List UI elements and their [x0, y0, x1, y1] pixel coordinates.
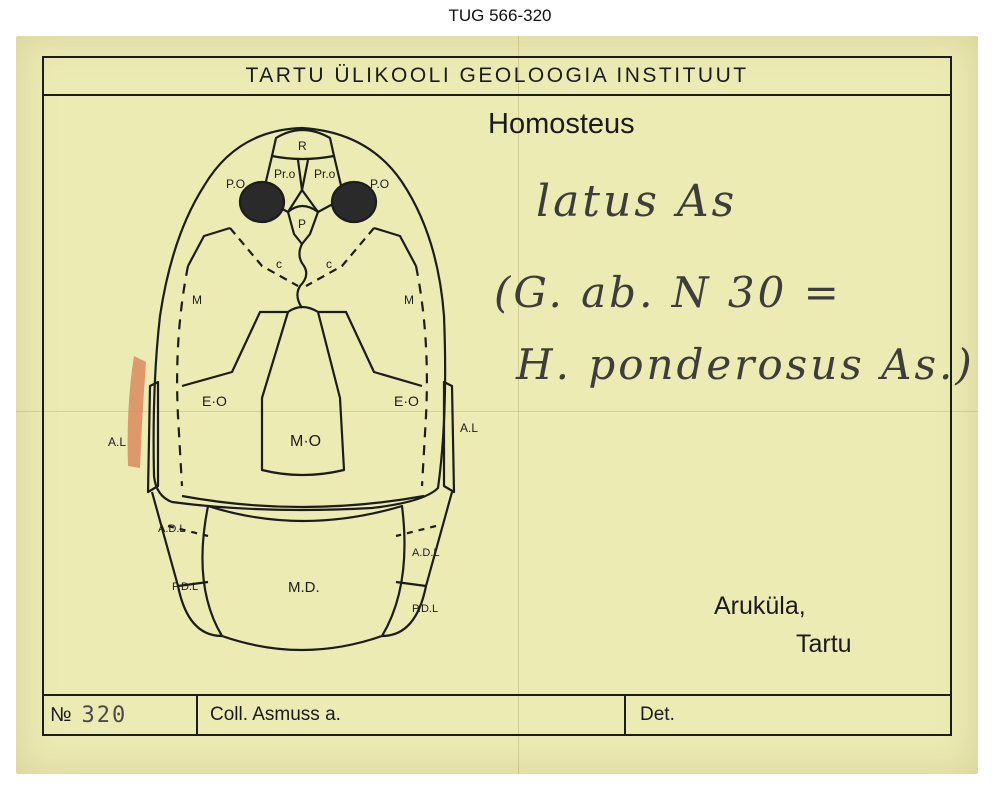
- dorsolateral-dashes-right: [396, 526, 436, 536]
- marginal-dashes-right: [416, 266, 427, 486]
- marginal-dashes-left: [177, 266, 188, 486]
- handwritten-synonym-line2: H. ponderosus As.): [516, 340, 975, 389]
- label-mo: M·O: [290, 433, 322, 450]
- skull-outline: [154, 128, 446, 510]
- label-eo-right: E·O: [394, 393, 419, 409]
- central-midline: [297, 244, 306, 308]
- label-eo-left: E·O: [202, 393, 227, 409]
- homosteus-skull-diagram: [108, 116, 492, 676]
- handwritten-species: latus As: [536, 176, 738, 227]
- specimen-number-cell: [50, 696, 190, 734]
- label-m-left: M: [192, 293, 202, 307]
- label-al-right: A.L: [460, 421, 479, 435]
- label-m-right: M: [404, 293, 414, 307]
- footer-divider: [196, 696, 198, 734]
- label-pdl-right: P.D.L: [412, 603, 439, 615]
- extrascapular-left: [182, 312, 288, 386]
- label-md: M.D.: [288, 579, 320, 596]
- label-footer: [44, 694, 950, 734]
- institution-header: TARTU ÜLIKOOLI GEOLOOGIA INSTITUUT: [44, 58, 950, 96]
- posterior-dorsolateral-left: [178, 586, 222, 636]
- orbit-left: [240, 182, 284, 222]
- label-p: P: [298, 217, 307, 231]
- collector-cell: Coll. Asmuss a.: [210, 704, 341, 725]
- central-plate-right: [306, 228, 374, 286]
- median-dorsal: [202, 506, 404, 650]
- suture-right: [374, 228, 416, 266]
- label-pro-left: Pr.o: [274, 167, 296, 181]
- label-pro-right: Pr.o: [314, 167, 336, 181]
- number-symbol: №: [50, 703, 72, 726]
- label-pdl-left: P.D.L: [172, 581, 199, 593]
- label-po-right: P.O: [370, 177, 390, 191]
- label-al-left: A.L: [108, 435, 127, 449]
- central-plate-left: [230, 228, 298, 286]
- label-r: R: [298, 139, 307, 153]
- specimen-label-card: [16, 36, 978, 774]
- label-adl-left: A.D.L: [158, 523, 186, 535]
- red-pencil-mark: [128, 356, 146, 468]
- locality-line2: Tartu: [796, 630, 852, 658]
- genus-name: Homosteus: [488, 108, 635, 140]
- determiner-cell: Det.: [640, 704, 675, 725]
- label-po-left: P.O: [226, 177, 246, 191]
- label-c-right: c: [326, 257, 332, 271]
- specimen-number: 320: [81, 702, 128, 728]
- locality-line1: Aruküla,: [714, 592, 806, 620]
- label-adl-right: A.D.L: [412, 547, 440, 559]
- label-c-left: c: [276, 257, 282, 271]
- catalog-caption: TUG 566-320: [448, 6, 552, 25]
- handwritten-synonym-line1: (G. ab. N 30 =: [494, 268, 842, 317]
- suture-left: [188, 228, 230, 266]
- footer-divider: [624, 696, 626, 734]
